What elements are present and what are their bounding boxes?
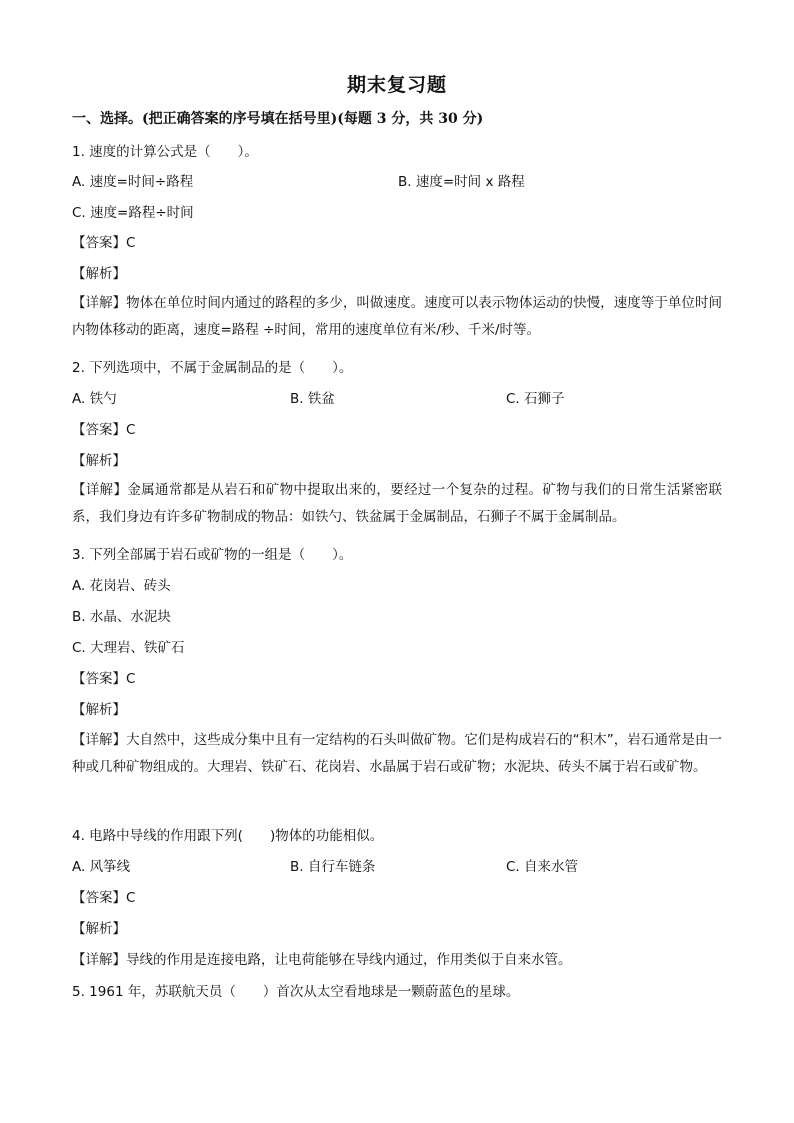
q3-detail-text: 大自然中，这些成分集中且有一定结构的石头叫做矿物。它们是构成岩石的“积木”，岩石通常是由一种或几种矿物组成的。大理岩、铁矿石、花岗岩、水晶属于岩石或矿物；水泥块、砖头不属于岩石或矿物。: [72, 732, 722, 775]
q3-option-c: C. 大理岩、铁矿石: [72, 640, 185, 656]
q1-option-b: B. 速度=时间 x 路程: [398, 174, 525, 190]
q3-analysis-label: 【解析】: [72, 702, 126, 718]
q1-option-a: A. 速度=时间÷路程: [72, 174, 194, 190]
q1-answer: [72, 233, 135, 253]
answer-label: 【答案】: [72, 235, 126, 251]
detail-label: 【详解】: [72, 295, 127, 311]
q4-detail: [72, 950, 572, 970]
q2-detail: [72, 477, 722, 531]
q3-answer: [72, 669, 135, 689]
detail-label: 【详解】: [72, 732, 127, 748]
section-heading: 一、选择。(把正确答案的序号填在括号里)(每题 3 分，共 30 分): [72, 111, 484, 127]
q4-analysis-label: 【解析】: [72, 921, 126, 937]
q2-answer-value: C: [126, 422, 136, 438]
q3-stem: 3. 下列全部属于岩石或矿物的一组是（ ）。: [72, 547, 353, 563]
page-title: 期末复习题: [346, 74, 447, 96]
q1-stem: 1. 速度的计算公式是（ ）。: [72, 144, 258, 160]
q3-option-a: A. 花岗岩、砖头: [72, 578, 171, 594]
q4-answer: [72, 888, 135, 908]
q4-option-b: B. 自行车链条: [290, 859, 376, 875]
q2-detail-text: 金属通常都是从岩石和矿物中提取出来的，要经过一个复杂的过程。矿物与我们的日常生活紧密联系，我们身边有许多矿物制成的物品：如铁勺、铁盆属于金属制品，石狮子不属于金属制品。: [72, 482, 723, 525]
q2-answer: [72, 420, 135, 440]
q1-detail: [72, 290, 722, 344]
q2-analysis-label: 【解析】: [72, 453, 126, 469]
q1-detail-text: 物体在单位时间内通过的路程的多少，叫做速度。速度可以表示物体运动的快慢，速度等于单位时间内物体移动的距离，速度=路程 ÷时间，常用的速度单位有米/秒、千米/时等。: [72, 295, 723, 338]
q4-option-a: A. 风筝线: [72, 859, 131, 875]
q4-stem: 4. 电路中导线的作用跟下列( )物体的功能相似。: [72, 828, 384, 844]
q1-analysis-label: 【解析】: [72, 266, 126, 282]
answer-label: 【答案】: [72, 890, 126, 906]
detail-label: 【详解】: [72, 952, 126, 968]
answer-label: 【答案】: [72, 671, 126, 687]
answer-label: 【答案】: [72, 422, 126, 438]
q2-option-b: B. 铁盆: [290, 391, 335, 407]
q2-option-c: C. 石狮子: [506, 391, 565, 407]
q4-answer-value: C: [126, 890, 136, 906]
q5-stem: 5. 1961 年，苏联航天员（ ）首次从太空看地球是一颗蔚蓝色的星球。: [72, 984, 520, 1000]
detail-label: 【详解】: [72, 482, 128, 498]
q2-option-a: A. 铁勺: [72, 391, 117, 407]
q4-detail-text: 导线的作用是连接电路，让电荷能够在导线内通过，作用类似于自来水管。: [126, 952, 572, 968]
q2-stem: 2. 下列选项中，不属于金属制品的是（ ）。: [72, 360, 353, 376]
q3-detail: [72, 727, 722, 781]
q3-answer-value: C: [126, 671, 136, 687]
q1-option-c: C. 速度=路程÷时间: [72, 205, 194, 221]
q3-option-b: B. 水晶、水泥块: [72, 609, 171, 625]
q1-answer-value: C: [126, 235, 136, 251]
q4-option-c: C. 自来水管: [506, 859, 579, 875]
